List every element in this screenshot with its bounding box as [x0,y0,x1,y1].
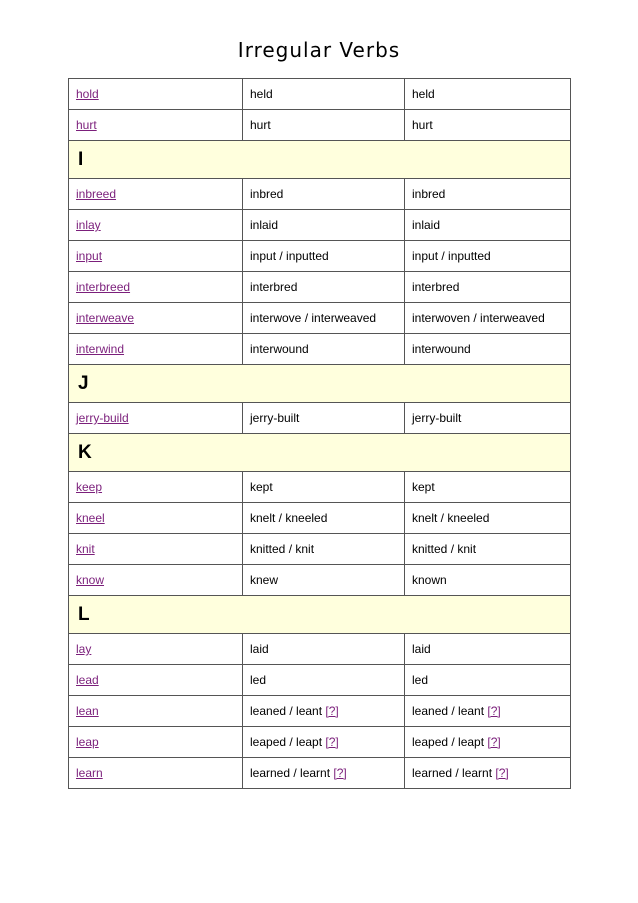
base-form-cell [69,303,243,334]
past-simple-text: input / inputted [250,249,329,263]
past-participle-cell [405,303,571,334]
past-participle-cell [405,534,571,565]
past-simple-cell [243,727,405,758]
verb-row [69,472,571,503]
past-participle-cell [405,403,571,434]
verb-row [69,403,571,434]
past-simple-text: held [250,87,273,101]
reference-link[interactable]: [?] [487,704,501,718]
past-participle-cell [405,210,571,241]
past-participle-cell [405,758,571,789]
verb-row [69,79,571,110]
verb-link[interactable]: input [76,249,103,263]
letter-heading: L [69,596,571,634]
past-participle-text: laid [412,642,431,656]
past-participle-text: hurt [412,118,433,132]
base-form-cell [69,534,243,565]
letter-heading: J [69,365,571,403]
past-simple-cell [243,272,405,303]
verb-link[interactable]: interbreed [76,280,131,294]
past-simple-cell [243,334,405,365]
past-participle-text: input / inputted [412,249,491,263]
past-participle-text: inlaid [412,218,441,232]
verb-row [69,303,571,334]
verb-row [69,110,571,141]
base-form-cell [69,272,243,303]
past-participle-text: known [412,573,447,587]
past-participle-cell [405,79,571,110]
past-simple-cell [243,79,405,110]
letter-header-row [69,141,571,179]
base-form-cell [69,110,243,141]
verb-table [68,78,571,789]
past-simple-text: learned / learnt [250,766,331,780]
past-simple-cell [243,472,405,503]
letter-heading: K [69,434,571,472]
past-participle-cell [405,472,571,503]
past-simple-text: inlaid [250,218,279,232]
base-form-cell [69,403,243,434]
past-simple-cell [243,110,405,141]
past-participle-text: learned / learnt [412,766,493,780]
past-participle-cell [405,334,571,365]
verb-row [69,758,571,789]
past-simple-cell [243,503,405,534]
past-simple-text: jerry-built [250,411,300,425]
verb-link[interactable]: interweave [76,311,135,325]
past-participle-cell [405,634,571,665]
past-participle-cell [405,696,571,727]
past-participle-cell [405,110,571,141]
past-simple-text: knitted / knit [250,542,315,556]
past-participle-text: kept [412,480,435,494]
verb-row [69,503,571,534]
past-participle-cell [405,179,571,210]
reference-link[interactable]: [?] [333,766,347,780]
base-form-cell [69,565,243,596]
letter-heading: I [69,141,571,179]
verb-row [69,634,571,665]
base-form-cell [69,503,243,534]
letter-header-row [69,365,571,403]
past-participle-text: held [412,87,435,101]
reference-link[interactable]: [?] [325,704,339,718]
past-simple-text: interwove / interweaved [250,311,377,325]
past-simple-text: inbred [250,187,284,201]
past-simple-text: knew [250,573,279,587]
verb-row [69,534,571,565]
past-simple-text: kept [250,480,273,494]
verb-row [69,179,571,210]
verb-link[interactable]: jerry-build [76,411,129,425]
verb-link[interactable]: learn [76,766,103,780]
past-simple-cell [243,665,405,696]
verb-link[interactable]: hurt [76,118,97,132]
past-simple-cell [243,696,405,727]
past-participle-text: leaped / leapt [412,735,485,749]
verb-link[interactable]: inlay [76,218,101,232]
base-form-cell [69,210,243,241]
verb-row [69,696,571,727]
page-title: Irregular Verbs [237,38,401,62]
base-form-cell [69,758,243,789]
verb-table-body [69,79,571,789]
verb-row [69,565,571,596]
verb-row [69,241,571,272]
verb-row [69,727,571,758]
past-simple-cell [243,565,405,596]
past-simple-cell [243,303,405,334]
past-simple-text: interwound [250,342,309,356]
past-simple-text: led [250,673,267,687]
past-participle-text: leaned / leant [412,704,485,718]
past-simple-cell [243,403,405,434]
verb-row [69,272,571,303]
past-participle-cell [405,727,571,758]
verb-link[interactable]: lean [76,704,99,718]
past-participle-text: interbred [412,280,460,294]
reference-link[interactable]: [?] [487,735,501,749]
past-participle-cell [405,272,571,303]
past-simple-cell [243,634,405,665]
verb-link[interactable]: lead [76,673,99,687]
base-form-cell [69,472,243,503]
past-simple-cell [243,241,405,272]
base-form-cell [69,241,243,272]
base-form-cell [69,334,243,365]
past-participle-cell [405,241,571,272]
past-participle-cell [405,503,571,534]
reference-link[interactable]: [?] [325,735,339,749]
past-simple-text: interbred [250,280,298,294]
past-simple-cell [243,179,405,210]
past-simple-cell [243,534,405,565]
past-participle-text: knitted / knit [412,542,477,556]
base-form-cell [69,79,243,110]
base-form-cell [69,696,243,727]
verb-link[interactable]: keep [76,480,103,494]
past-simple-text: leaned / leant [250,704,323,718]
past-participle-text: led [412,673,429,687]
verb-row [69,210,571,241]
verb-link[interactable]: interwind [76,342,125,356]
past-participle-text: knelt / kneeled [412,511,490,525]
verb-link[interactable]: hold [76,87,99,101]
past-simple-cell [243,758,405,789]
letter-header-row [69,434,571,472]
base-form-cell [69,179,243,210]
past-participle-text: interwound [412,342,471,356]
verb-row [69,334,571,365]
verb-link[interactable]: leap [76,735,99,749]
reference-link[interactable]: [?] [495,766,509,780]
letter-header-row [69,596,571,634]
past-simple-text: laid [250,642,269,656]
base-form-cell [69,634,243,665]
verb-row [69,665,571,696]
verb-link[interactable]: kneel [76,511,105,525]
past-simple-text: knelt / kneeled [250,511,328,525]
past-participle-text: inbred [412,187,446,201]
past-participle-cell [405,565,571,596]
past-participle-text: interwoven / interweaved [412,311,545,325]
verb-link[interactable]: inbreed [76,187,117,201]
base-form-cell [69,727,243,758]
past-simple-text: leaped / leapt [250,735,323,749]
past-participle-cell [405,665,571,696]
past-simple-text: hurt [250,118,271,132]
verb-link[interactable]: lay [76,642,92,656]
verb-link[interactable]: know [76,573,105,587]
base-form-cell [69,665,243,696]
past-simple-cell [243,210,405,241]
verb-link[interactable]: knit [76,542,95,556]
past-participle-text: jerry-built [412,411,462,425]
